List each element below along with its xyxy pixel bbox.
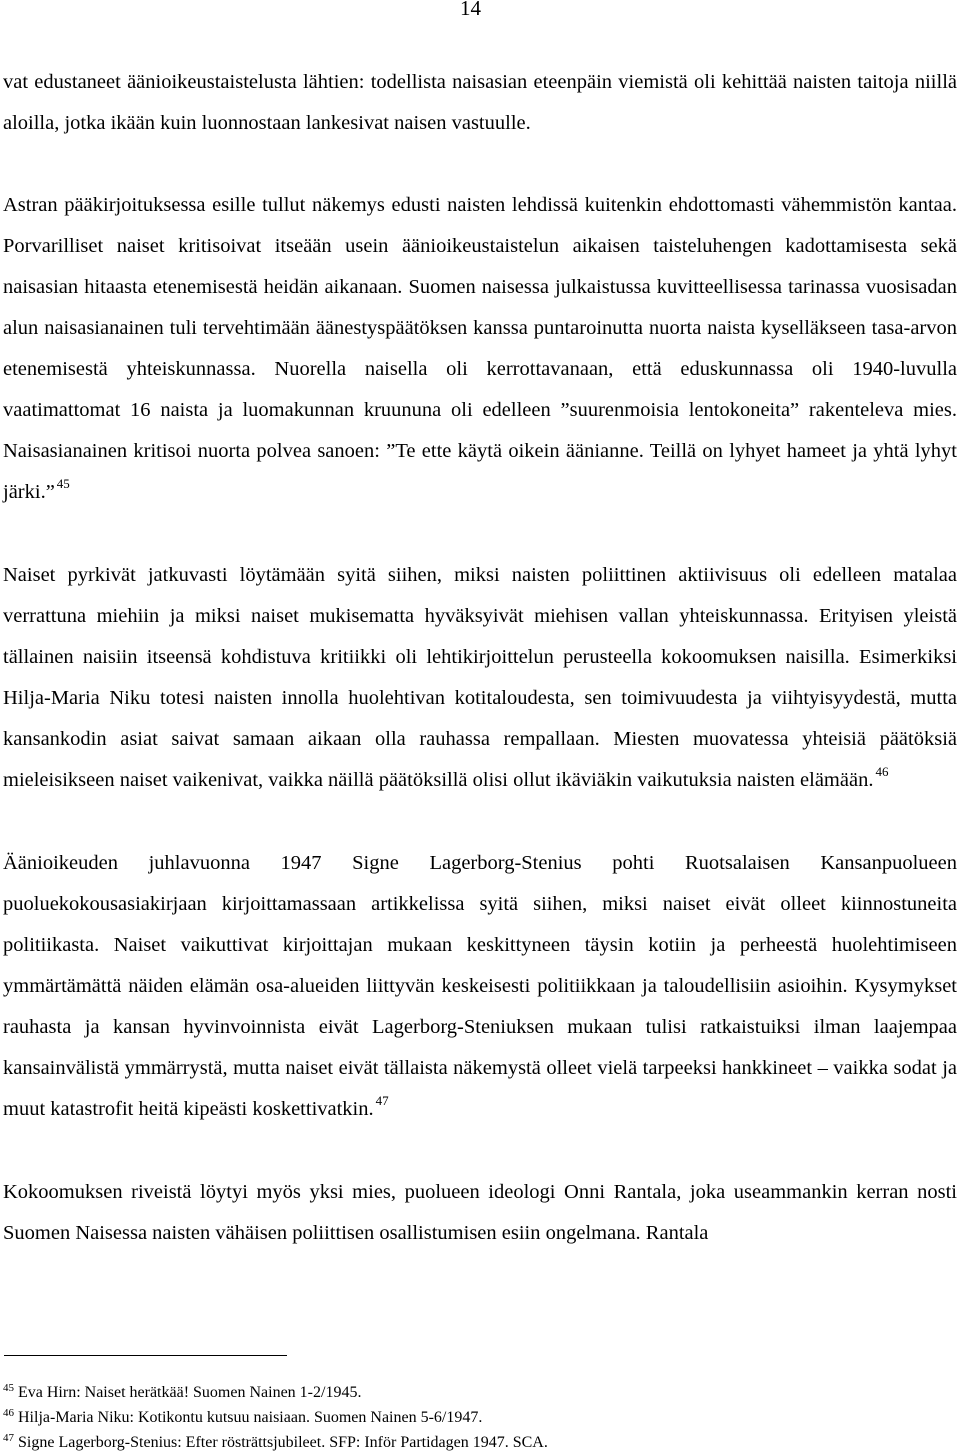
footnote-text: Eva Hirn: Naiset herätkää! Suomen Nainen 1-2/1945.: [18, 1384, 362, 1401]
page-number: 14: [460, 0, 481, 20]
footnotes: [3, 1381, 953, 1456]
paragraph-text: Naiset pyrkivät jatkuvasti löytämään syitä siihen, miksi naisten poliittinen aktiivisuus oli edelleen matalaa verrattuna miehiin ja miksi naiset mukisematta hyväksyivät miehisen vallan yhteiskunnassa. Erityisen yleistä tällainen naisiin itseensä kohdistuva kritiikki oli lehtikirjoittelun perusteella kokoomuksen naisilla. Esimerkiksi Hilja-Maria Niku totesi naisten innolla huolehtivan kotitaloudesta, sen toimivuudesta ja viihtyisyydestä, mutta kansankodin asiat saivat samaan aikaan olla rauhassa rempallaan. Miesten muovatessa yhteisiä päätöksiä mieleisikseen naiset vaikenivat, vaikka näillä päätöksillä olisi ollut ikäviäkin vaikutuksia naisten elämään.: [3, 564, 957, 791]
paragraph-1: [3, 62, 957, 144]
paragraph-5: [3, 1172, 957, 1254]
paragraph-3: [3, 555, 957, 802]
footnote-separator: [4, 1355, 287, 1356]
paragraph-text: vat edustaneet äänioikeustaistelusta lähtien: todellista naisasian eteenpäin viemistä oli kehittää naisten taitoja niillä aloilla, jotka ikään kuin luonnostaan lankesivat naisen vastuulle.: [3, 71, 957, 134]
footnote-46: [3, 1406, 953, 1431]
footnote-ref-46[interactable]: 46: [875, 764, 889, 779]
footnote-number: 47: [3, 1432, 14, 1444]
paragraph-2: [3, 185, 957, 514]
body-text: [3, 62, 957, 1254]
footnote-47: [3, 1431, 953, 1456]
paragraph-4: [3, 843, 957, 1131]
footnote-number: 46: [3, 1407, 14, 1419]
footnote-number: 45: [3, 1382, 14, 1394]
paragraph-text: Kokoomuksen riveistä löytyi myös yksi mies, puolueen ideologi Onni Rantala, joka useammankin kerran nosti Suomen Naisessa naisten vähäisen poliittisen osallistumisen esiin ongelmana. Rantala: [3, 1181, 957, 1244]
footnote-ref-47[interactable]: 47: [375, 1093, 389, 1108]
paragraph-text: Astran pääkirjoituksessa esille tullut näkemys edusti naisten lehdissä kuitenkin ehdottomasti vähemmistön kantaa. Porvarilliset naiset kritisoivat itseään usein äänioikeustaistelun aikaisen taisteluhengen kadottamisesta sekä naisasian hitaasta etenemisestä heidän aikanaan. Suomen naisessa julkaistussa kuvitteellisessa tarinassa vuosisadan alun naisasianainen tuli tervehtimään äänestyspäätöksen kanssa puntaroinutta nuorta naista kyselläkseen tasa-arvon etenemisestä yhteiskunnassa. Nuorella naisella oli kerrottavanaan, että eduskunnassa oli 1940-luvulla vaatimattomat 16 naista ja luomakunnan kruununa oli edelleen ”suurenmoisia lentokoneita” rakenteleva mies. Naisasianainen kritisoi nuorta polvea sanoen: ”Te ette käytä oikein äänianne. Teillä on lyhyet hameet ja yhtä lyhyt järki.”: [3, 194, 957, 503]
paragraph-text: Äänioikeuden juhlavuonna 1947 Signe Lagerborg-Stenius pohti Ruotsalaisen Kansanpuolueen puoluekokousasiakirjaan kirjoittamassaan artikkelissa syitä siihen, miksi naiset eivät olleet kiinnostuneita politiikasta. Naiset vaikuttivat kirjoittajan mukaan keskittyneen täysin kotiin ja perheestä huolehtimiseen ymmärtämättä näiden elämän osa-alueiden liittyvän keskeisesti politiikkaan ja taloudellisiin asioihin. Kysymykset rauhasta ja kansan hyvinvoinnista eivät Lagerborg-Steniuksen mukaan tulisi ratkaistuiksi ilman laajempaa kansainvälistä ymmärrystä, mutta naiset eivät tällaista näkemystä olleet vielä tarpeeksi hankkineet – vaikka sodat ja muut katastrofit heitä kipeästi koskettivatkin.: [3, 852, 957, 1120]
footnote-text: Signe Lagerborg-Stenius: Efter rösträttsjubileet. SFP: Inför Partidagen 1947. SCA.: [18, 1434, 548, 1451]
footnote-text: Hilja-Maria Niku: Kotikontu kutsuu naisiaan. Suomen Nainen 5-6/1947.: [18, 1409, 483, 1426]
footnote-45: [3, 1381, 953, 1406]
footnote-ref-45[interactable]: 45: [56, 476, 70, 491]
